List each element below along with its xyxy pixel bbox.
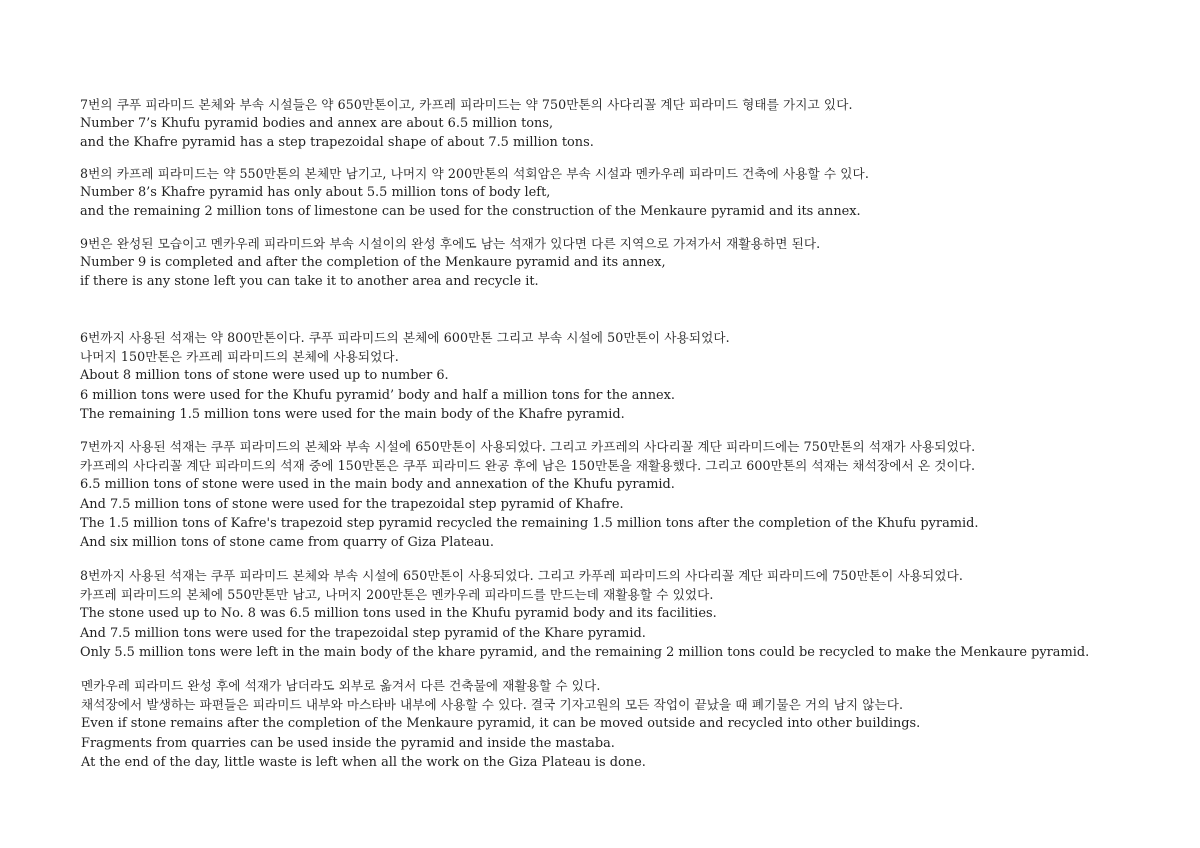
korean-line: 나머지 150만톤은 카프레 피라미드의 본체에 사용되었다. [80, 349, 399, 365]
english-line: And six million tons of stone came from quarry of Giza Plateau. [80, 534, 494, 550]
korean-line: 7번까지 사용된 석재는 쿠푸 피라미드의 본체와 부속 시설에 650만톤이 사용되었다. 그리고 카프레의 사다리꼴 계단 피라미드에는 750만톤의 석재가 사용되었다. [80, 439, 976, 454]
english-line: And 7.5 million tons were used for the trapezoidal step pyramid of the Khare pyramid. [80, 625, 646, 641]
paragraph-up-to-6 [80, 328, 1160, 424]
paragraph-menkaure-recycling [81, 676, 1160, 772]
english-line: Even if stone remains after the completion of the Menkaure pyramid, it can be moved outside and recycled into other buildings. [81, 716, 921, 732]
english-line: Fragments from quarries can be used inside the pyramid and inside the mastaba. [81, 735, 615, 751]
paragraph-number-9 [80, 234, 1160, 292]
english-line: Number 7’s Khufu pyramid bodies and annex are about 6.5 million tons, [80, 116, 554, 132]
english-line: Number 9 is completed and after the completion of the Menkaure pyramid and its annex, [80, 255, 666, 271]
english-line: Only 5.5 million tons were left in the main body of the khare pyramid, and the remaining 2 million tons could be recycled to make the Menkaure pyramid. [80, 644, 1090, 660]
english-line: if there is any stone left you can take it to another area and recycle it. [80, 274, 539, 290]
english-line: 6.5 million tons of stone were used in the main body and annexation of the Khufu pyramid. [80, 477, 675, 493]
english-line: The stone used up to No. 8 was 6.5 million tons used in the Khufu pyramid body and its facilities. [80, 606, 717, 622]
english-line: The remaining 1.5 million tons were used for the main body of the Khafre pyramid. [80, 406, 625, 422]
paragraph-number-8 [80, 164, 1160, 222]
english-line: 6 million tons were used for the Khufu pyramid’ body and half a million tons for the annex. [80, 387, 676, 403]
korean-line: 8번까지 사용된 석재는 쿠푸 피라미드 본체와 부속 시설에 650만톤이 사용되었다. 그리고 카푸레 피라미드의 사다리꼴 계단 피라미드에 750만톤이 사용되었다. [80, 568, 963, 583]
paragraph-number-7 [80, 95, 1160, 153]
korean-line: 7번의 쿠푸 피라미드 본체와 부속 시설들은 약 650만톤이고, 카프레 피라미드는 약 750만톤의 사다리꼴 계단 피라미드 형태를 가지고 있다. [80, 97, 853, 112]
english-line: And 7.5 million tons of stone were used for the trapezoidal step pyramid of Khafre. [80, 496, 624, 512]
korean-line: 9번은 완성된 모습이고 멘카우레 피라미드와 부속 시설이의 완성 후에도 남는 석재가 있다면 다른 지역으로 가져가서 재활용하면 된다. [80, 236, 821, 251]
english-line: At the end of the day, little waste is left when all the work on the Giza Plateau is done. [81, 754, 646, 770]
korean-line: 6번까지 사용된 석재는 약 800만톤이다. 쿠푸 피라미드의 본체에 600만톤 그리고 부속 시설에 50만톤이 사용되었다. [80, 330, 730, 345]
korean-line: 채석장에서 발생하는 파편들은 피라미드 내부와 마스타바 내부에 사용할 수 있다. 결국 기자고원의 모든 작업이 끝났을 때 폐기물은 거의 남지 않는다. [81, 697, 904, 713]
korean-line: 카프레의 사다리꼴 계단 피라미드의 석재 중에 150만톤은 쿠푸 피라미드 완공 후에 남은 150만톤을 재활용했다. 그리고 600만톤의 석재는 채석장에서 온 것이다. [80, 458, 976, 474]
english-line: About 8 million tons of stone were used up to number 6. [80, 368, 449, 384]
english-line: The 1.5 million tons of Kafre's trapezoid step pyramid recycled the remaining 1.5 million tons after the completion of the Khufu pyramid. [80, 515, 979, 531]
paragraph-up-to-8 [80, 566, 1160, 662]
paragraph-up-to-7 [80, 437, 1160, 552]
korean-line: 카프레 피라미드의 본체에 550만톤만 남고, 나머지 200만톤은 멘카우레 피라미드를 만드는데 재활용할 수 있었다. [80, 587, 714, 603]
korean-line: 멘카우레 피라미드 완성 후에 석재가 남더라도 외부로 옮겨서 다른 건축물에 재활용할 수 있다. [81, 678, 601, 693]
english-line: and the remaining 2 million tons of limestone can be used for the construction of the Menkaure pyramid and its annex. [80, 204, 861, 220]
korean-line: 8번의 카프레 피라미드는 약 550만톤의 본체만 남기고, 나머지 약 200만톤의 석회암은 부속 시설과 멘카우레 피라미드 건축에 사용할 수 있다. [80, 166, 869, 181]
english-line: Number 8’s Khafre pyramid has only about 5.5 million tons of body left, [80, 185, 551, 201]
english-line: and the Khafre pyramid has a step trapezoidal shape of about 7.5 million tons. [80, 135, 594, 151]
